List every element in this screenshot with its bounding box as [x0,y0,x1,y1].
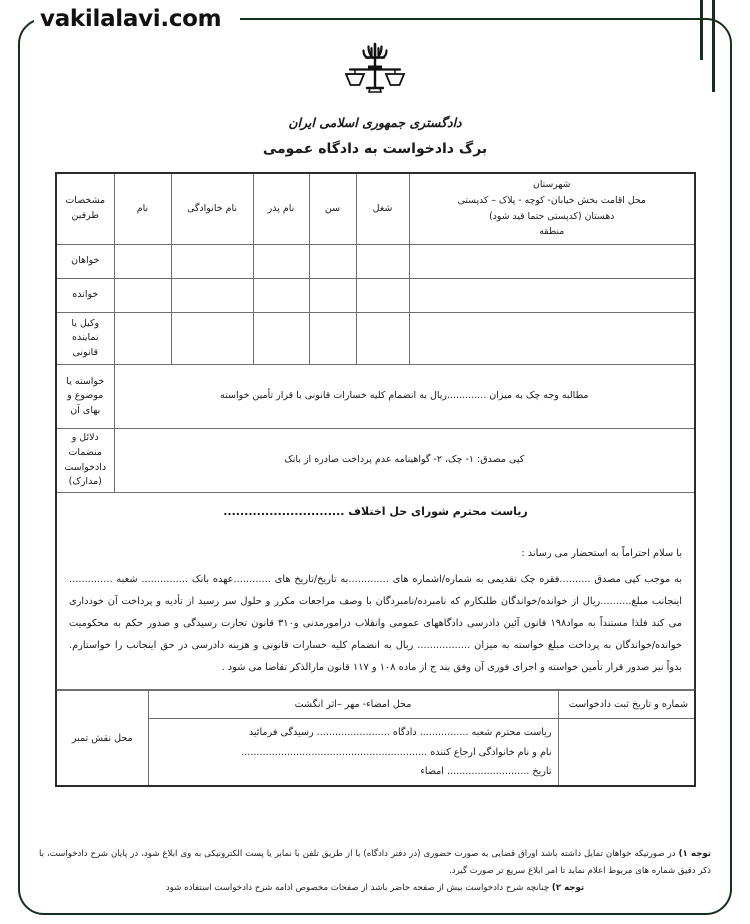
cell-defendant-address[interactable] [409,279,695,313]
cell-representative-name[interactable] [114,313,171,365]
column-header-name: نام [114,173,171,245]
column-header-family-name: نام خانوادگی [171,173,253,245]
column-header-age: سن [309,173,356,245]
footnote-1 [39,846,711,880]
address-head-line3: دهستان (کدپستی حتما قید شود) [489,210,615,222]
column-header-job: شغل [356,173,409,245]
cell-defendant-name[interactable] [114,279,171,313]
registration-number-field[interactable] [558,719,695,786]
table-row-defendant [56,279,695,313]
greeting-line: با سلام احتراماً به استحضار می رساند : [521,548,682,560]
cell-plaintiff-father[interactable] [253,245,309,279]
table-header-row [56,173,695,245]
referral-block[interactable] [148,719,558,786]
cell-defendant-age[interactable] [309,279,356,313]
cell-documents-value[interactable]: کپی مصدق: ۱- چک، ۲- گواهینامه عدم پرداخت صادره از بانک [114,429,695,493]
narrative-block [55,493,696,690]
claim-narrative[interactable] [69,569,682,679]
signature-header-row [56,691,695,719]
row-label-defendant: خوانده [56,279,114,313]
referral-line-name: نام و نام خانوادگی ارجاع کننده ............................................................. [241,746,552,758]
cell-plaintiff-age[interactable] [309,245,356,279]
cell-defendant-job[interactable] [356,279,409,313]
table-row-documents [56,429,695,493]
table-row-claim [56,365,695,429]
claim-narrative-paragraph: به موجب کپی مصدق ..........فقره چک تقدیمی به شماره/اشماره های .............به تاریخ/تاریخ های ............عهده بانک ............... شعبه .............. اینجانب مبلغ..........ریال از خوانده/خواندگان طلبکارم که نامبرده/نامبردگان با وصف مراجعات مکرر و حلول سر رسید از تأدیه و پرداخت آن خودداری می کند فلذا مستنداً به مواد۱۹۸ قانون آئین دادرسی دادگاههای عمومی وانقلاب درامورمدنی و۳۱۰ قانون تجارت رسیدگی و صدور حکم به محکومیت خوانده/خواندگان به پرداخت مبلغ خواسته به میزان ................. ریال به انضمام کلیه خسارات قانونی و هزینه دادرسی در حق اینجانب را خواستارم. بدواً نیز صدور قرار تأمین خواسته و اجرای فوری آن وفق بند ج از ماده ۱۰۸ و ۱۱۷ قانون مارالذکر تقاضا می شود . [69,574,682,674]
signature-referral-row [56,719,695,786]
referral-line-branch: ریاست محترم شعبه ................ دادگاه ........................ رسیدگی فرمائید [248,727,552,739]
cell-plaintiff-family[interactable] [171,245,253,279]
stamp-area-label[interactable]: محل نقش تمبر [56,691,148,786]
footnote-2-label: توجه ۲) [551,882,585,893]
footnote-1-text: در صورتیکه خواهان تمایل داشته باشد اوراق قضایی به صورت حضوری (در دفتر دادگاه) با از طریق تلفن با نمابر یا پست الکترونیکی به وی ابلاغ شود، در پایان شرح دادخواست، با ذکر دقیق شماره های مربوط اعلام نماید تا امر ابلاغ سریع تر صورت گیرد. [39,849,711,876]
cell-claim-value[interactable]: مطالبه وجه چک به میزان .............ریال به انضمام کلیه خسارات قانونی با قرار تأمین خواسته [114,365,695,429]
row-label-plaintiff: خواهان [56,245,114,279]
row-label-claim: خواسته یا موضوع و بهای آن [56,365,114,429]
ministry-name: دادگستری جمهوری اسلامی ایران [288,115,462,130]
row-label-legal-representative: وکیل یا نماینده قانونی [56,313,114,365]
column-header-address [409,173,695,245]
table-row-legal-representative [56,313,695,365]
document-header [30,30,720,157]
document-page [30,30,720,905]
cell-representative-age[interactable] [309,313,356,365]
form-sheet [55,172,696,787]
footnote-2 [39,880,711,897]
cell-defendant-family[interactable] [171,279,253,313]
cell-plaintiff-job[interactable] [356,245,409,279]
signature-area-label: محل امضاء- مهر –اثر انگشت [148,691,558,719]
registration-number-label: شماره و تاریخ ثبت دادخواست [558,691,695,719]
address-head-line4: منطقه [539,226,565,238]
page-title: برگ دادخواست به دادگاه عمومی [262,141,488,157]
address-head-line2: محل اقامت بخش خیابان- کوچه - پلاک – کدپستی [457,194,646,206]
signature-table [55,690,696,787]
column-header-father-name: نام پدر [253,173,309,245]
footnotes [39,846,711,896]
parties-table [55,172,696,493]
address-head-line1: شهرستان [533,179,571,190]
cell-representative-address[interactable] [409,313,695,365]
council-addressee-line[interactable]: ریاست محترم شورای حل اختلاف ............................. [223,505,528,519]
row-label-documents: دلائل و منضمات دادخواست (مدارک) [56,429,114,493]
site-watermark: vakilalavi.com [40,6,222,32]
footnote-1-label: توجه ۱) [678,849,712,859]
cell-representative-family[interactable] [171,313,253,365]
iran-judiciary-emblem-icon [338,42,412,110]
cell-defendant-father[interactable] [253,279,309,313]
column-header-parties: مشخصات طرفین [56,173,114,245]
cell-plaintiff-address[interactable] [409,245,695,279]
footnote-2-text: چنانچه شرح دادخواست بیش از صفحه حاضر باشد از صفحات مخصوص ادامه شرح دادخواست استفاده شود [165,882,550,893]
referral-line-date: تاریخ ........................... امضاء [420,765,552,777]
cell-representative-job[interactable] [356,313,409,365]
table-row-plaintiff [56,245,695,279]
cell-plaintiff-name[interactable] [114,245,171,279]
cell-representative-father[interactable] [253,313,309,365]
